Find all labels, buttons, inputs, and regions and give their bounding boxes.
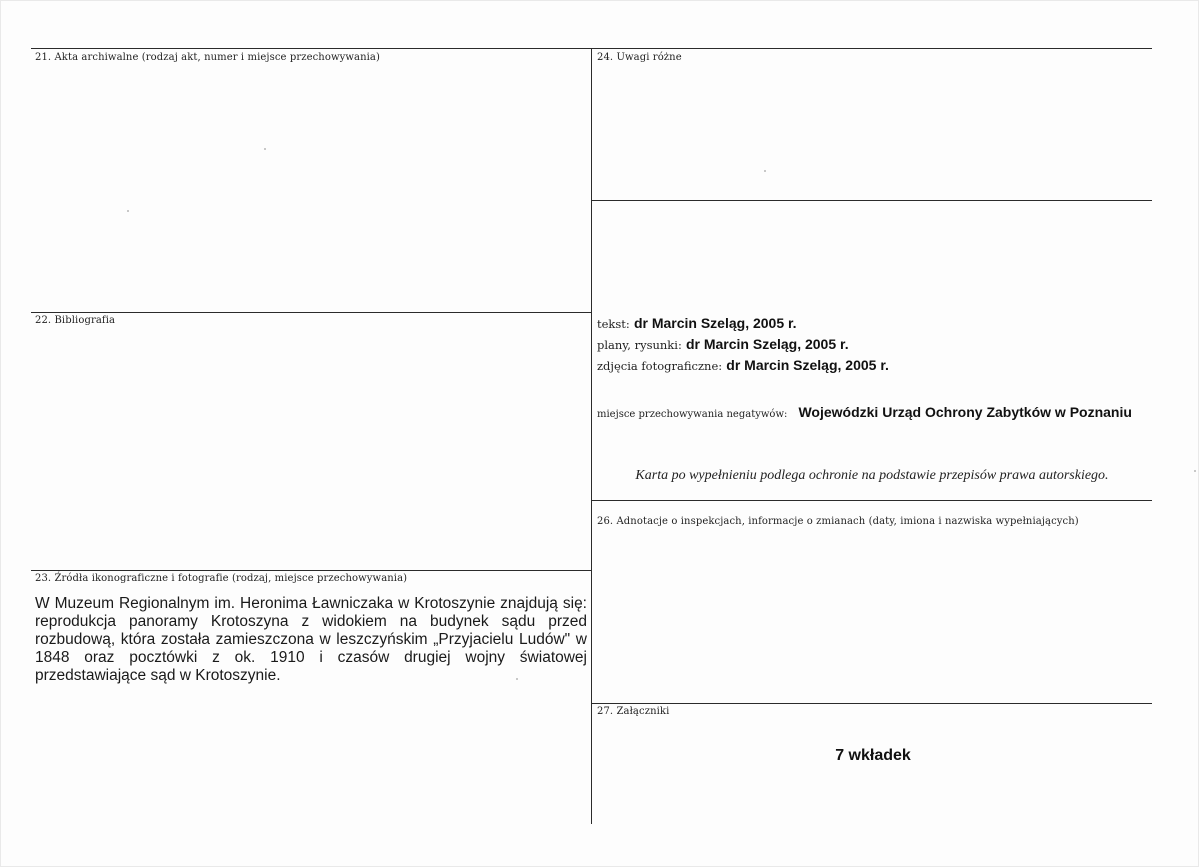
scan-speck (127, 210, 129, 212)
scan-speck (764, 170, 766, 172)
credit-plans (597, 336, 849, 353)
negatives-label: miejsce przechowywania negatywów: (597, 409, 788, 420)
rule-sec23 (31, 570, 591, 571)
negatives-storage (597, 402, 1132, 421)
negatives-value: Wojewódzki Urząd Ochrony Zabytków w Poznaniu (798, 404, 1132, 420)
credit-text-label: tekst: (597, 317, 630, 331)
sec27-value: 7 wkładek (835, 747, 911, 764)
column-divider (591, 48, 592, 824)
sec21-label: 21. Akta archiwalne (rodzaj akt, numer i miejsce przechowywania) (35, 52, 380, 63)
sec24-label: 24. Uwagi różne (597, 52, 682, 63)
rule-sec26 (592, 500, 1152, 501)
sec27-label: 27. Załączniki (597, 706, 670, 717)
credit-plans-label: plany, rysunki: (597, 338, 682, 352)
scan-speck (1194, 470, 1196, 472)
credit-photos-label: zdjęcia fotograficzne: (597, 359, 723, 373)
rule-sec27 (592, 703, 1152, 704)
scan-speck (516, 678, 518, 680)
rule-sec22 (31, 312, 591, 313)
rule-sec24-lower (592, 200, 1152, 201)
credit-photos (597, 357, 889, 374)
sec23-text: W Muzeum Regionalnym im. Heronima Ławniczaka w Krotoszynie znajdują się: reprodukcja panoramy Krotoszyna z widokiem na budynek sądu przed rozbudową, która została zamieszczona w leszczyńskim „Przyjacielu Ludów" w 1848 oraz pocztówki z ok. 1910 i czasów drugiej wojny światowej przedstawiające sąd w Krotoszynie. (35, 595, 587, 684)
credit-text-value: dr Marcin Szeląg, 2005 r. (633, 315, 797, 331)
copyright-notice: Karta po wypełnieniu podlega ochronie na podstawie przepisów prawa autorskiego. (635, 468, 1109, 483)
scan-speck (264, 148, 266, 150)
sec26-label: 26. Adnotacje o inspekcjach, informacje o zmianach (daty, imiona i nazwiska wypełniających) (597, 516, 1079, 527)
credit-text (597, 315, 797, 332)
sec22-label: 22. Bibliografia (35, 315, 116, 326)
credit-plans-value: dr Marcin Szeląg, 2005 r. (685, 336, 849, 352)
sec23-label: 23. Źródła ikonograficzne i fotografie (rodzaj, miejsce przechowywania) (35, 573, 408, 584)
credit-photos-value: dr Marcin Szeląg, 2005 r. (726, 357, 889, 373)
